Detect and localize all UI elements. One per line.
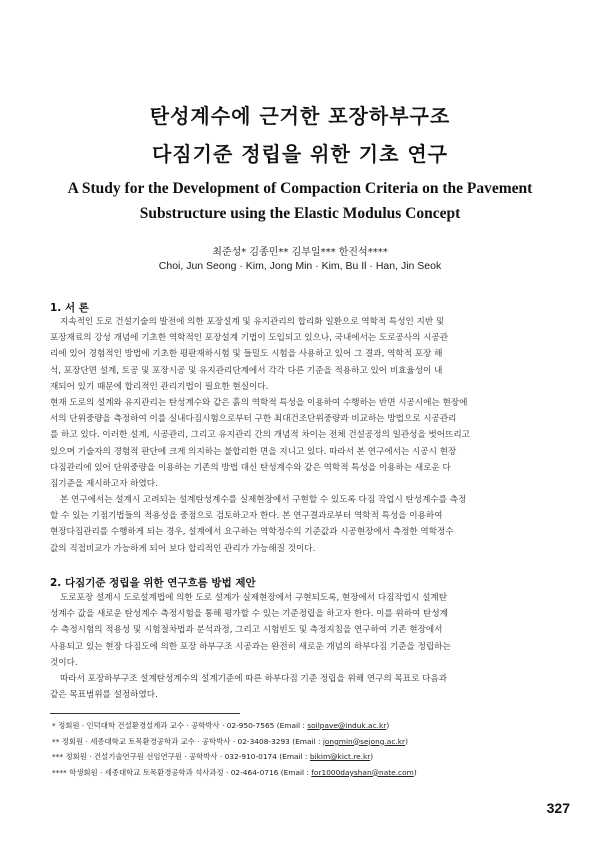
text-line: 따라서 포장하부구조 설계탄성계수의 설계기준에 따른 하부다짐 기준 정립을 위해 연구의 목표로 다음과 — [60, 674, 448, 684]
text-line: 수 측정시험의 적용성 및 시험절차법과 분석과정, 그리고 시험빈도 및 측정지침을 연구하여 기존 현장에서 — [50, 625, 443, 636]
section-1-paragraph-3 — [50, 492, 560, 557]
footnote-text: 정회원 · 세종대학교 토목환경공학과 교수 · 공학박사 · 02-3408-3293 (Email : — [61, 736, 321, 746]
page-number: 327 — [546, 800, 570, 816]
footnote-mark: *** — [52, 752, 64, 761]
footnote-1 — [52, 718, 572, 734]
text-line: 재되어 있기 때문에 합리적인 관리기법이 필요한 현실이다. — [50, 381, 269, 392]
text-line: 성계수 값을 새로운 탄성계수 측정시험을 통해 평가할 수 있는 기준정립을 하고자 한다. 이를 위하여 탄성계 — [50, 609, 448, 620]
footnote-4 — [52, 765, 572, 781]
text-line: 현재 도로의 설계와 유지관리는 탄성계수와 같은 흙의 역학적 특성을 이용하여 수행하는 반면 시공시에는 현장에 — [50, 398, 468, 408]
footnote-tail: ) — [370, 752, 374, 761]
section-1-heading: 1. 서 론 — [50, 302, 89, 314]
authors-korean: 최준성* 김종민** 김부일*** 한진석**** — [212, 247, 388, 258]
authors-english: Choi, Jun Seong · Kim, Jong Min · Kim, Bu Il · Han, Jin Seok — [158, 260, 442, 272]
section-2-paragraph-1 — [50, 590, 560, 671]
korean-title-line-1: 탄성계수에 근거한 포장하부구조 — [149, 104, 451, 128]
text-line: 짐기준을 제시하고자 하였다. — [50, 479, 158, 490]
footnote-3 — [52, 749, 572, 765]
footnote-tail: ) — [405, 736, 408, 746]
section-1-paragraph-1 — [50, 314, 560, 395]
email-link[interactable]: bikim@kict.re.kr — [309, 752, 371, 761]
section-2-heading: 2. 다짐기준 정립을 위한 연구흐름 방법 제안 — [50, 577, 256, 589]
text-line: 다짐관리에 있어 단위중량을 이용하는 기존의 방법 대신 탄성계수와 같은 역학적 특성을 이용하는 새로운 다 — [50, 462, 451, 473]
text-line: 서의 단위중량을 측정하여 이를 실내다짐시험으로부터 구한 최대건조단위중량과 비교하는 방법으로 시공관리 — [50, 414, 457, 425]
text-line: 할 수 있는 기점기법들의 적용성을 중점으로 검토하고자 한다. 본 연구결과로부터 역학적 특성을 이용하여 — [50, 511, 443, 522]
text-line: 것이다. — [50, 657, 78, 668]
korean-title-line-2: 다짐기준 정립을 위한 기초 연구 — [151, 142, 448, 166]
footnote-text: 학생회원 · 세종대학교 토목환경공학과 석사과정 · 02-464-0716 (Email : — [69, 767, 309, 777]
text-line: 석, 포장단면 설계, 토공 및 포장시공 및 유지관리단계에서 각각 다른 기준을 적용하고 있어 비효율성이 내 — [50, 365, 443, 376]
english-title-line-1: A Study for the Development of Compaction Criteria on the Pavement — [67, 180, 533, 197]
footnote-mark: **** — [52, 767, 67, 777]
text-line: 지속적인 도로 건설기술의 발전에 의한 포장설계 및 유지관리의 합리화 일환으로 역학적 특성인 지반 및 — [60, 317, 445, 327]
text-line: 있으며 기술자의 경험적 판단에 크게 의지하는 불합리한 면을 지니고 있다. 따라서 본 연구에서는 시공시 현장 — [50, 446, 457, 457]
section-2-paragraph-2 — [50, 671, 560, 703]
text-line: 포장재료의 강성 개념에 기초한 역학적인 포장설계 기법이 도입되고 있으나, 국내에서는 도로공사의 시공관 — [50, 333, 449, 344]
email-link[interactable]: for1000dayshan@nate.com — [311, 767, 414, 777]
footnote-tail: ) — [413, 767, 417, 777]
text-line: 리에 있어 경험적인 방법에 기초한 평판재하시험 및 들밀도 시험을 사용하고 있어 그 결과, 역학적 포장 해 — [50, 349, 443, 360]
text-line: 사용되고 있는 현장 다짐도에 의한 포장 하부구조 시공과는 완전히 새로운 개념의 하부다짐 기준을 정립하는 — [50, 641, 451, 652]
footnote-tail: ) — [386, 721, 390, 730]
text-line: 본 연구에서는 설계시 고려되는 설계탄성계수를 실제현장에서 구현할 수 있도록 다짐 작업시 탄성계수를 측정 — [60, 495, 467, 505]
email-link[interactable]: soilpave@induk.ac.kr — [307, 721, 387, 730]
section-1-paragraph-2 — [50, 395, 560, 492]
footnote-mark: ** — [52, 736, 60, 746]
footnote-mark: * — [52, 721, 56, 730]
text-line: 도로포장 설계시 도로설계법에 의한 도로 설계가 실제현장에서 구현되도록, 현장에서 다짐작업시 설계탄 — [60, 593, 448, 603]
footnotes — [52, 718, 572, 780]
footnote-divider — [50, 713, 240, 714]
text-line: 같은 목표범위를 설정하였다. — [50, 690, 158, 701]
email-link[interactable]: jongmin@sejong.ac.kr — [322, 736, 406, 746]
text-line: 를 하고 있다. 이러한 설계, 시공관리, 그리고 유지관리 간의 개념적 차이는 전체 건설공정의 일관성을 벗어뜨리고 — [50, 430, 471, 441]
footnote-text: 정회원 · 인덕대학 건설환경설계과 교수 · 공학박사 · 02-950-7565 (Email : — [58, 721, 305, 730]
footnote-2 — [52, 734, 572, 750]
footnote-text: 정회원 · 건설기술연구원 선임연구원 · 공학박사 · 032-910-0174 (Email : — [65, 752, 308, 761]
text-line: 값의 직접비교가 가능하게 되어 보다 합리적인 관리가 가능해질 것이다. — [50, 543, 316, 554]
english-title-line-2: Substructure using the Elastic Modulus Concept — [139, 205, 461, 222]
text-line: 현장다짐관리를 수행하게 되는 경우, 설계에서 요구하는 역학정수의 기준값과 시공현장에서 측정한 역학정수 — [50, 527, 454, 538]
